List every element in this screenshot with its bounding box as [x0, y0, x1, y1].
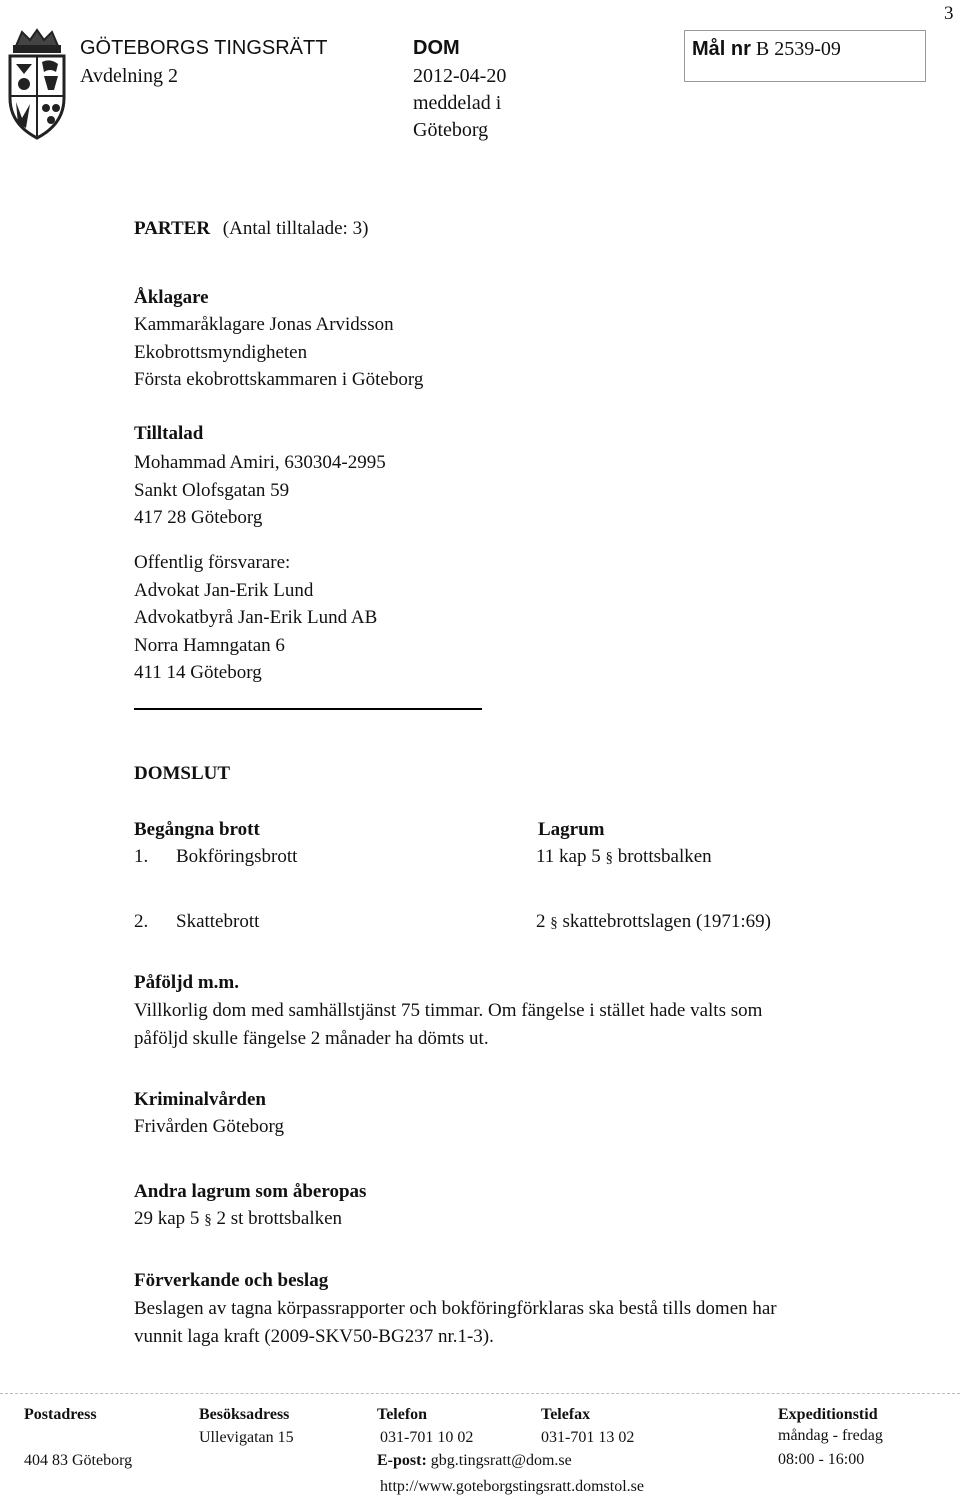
crime-number: 1. — [134, 846, 149, 867]
crime-number: 2. — [134, 911, 149, 932]
court-name: GÖTEBORGS TINGSRÄTT — [80, 37, 328, 59]
forverkande-line: vunnit laga kraft (2009-SKV50-BG237 nr.1-3). — [134, 1325, 494, 1347]
website-link[interactable]: http://www.goteborgstingsratt.domstol.se — [380, 1478, 644, 1495]
pafoljd-line: påföljd skulle fängelse 2 månader ha dömts ut. — [134, 1027, 489, 1049]
document-date: 2012-04-20 — [413, 65, 507, 87]
tilltalad-line: Mohammad Amiri, 630304-2995 — [134, 452, 386, 473]
court-emblem-icon — [2, 28, 72, 142]
col-brott-heading: Begångna brott — [134, 819, 260, 840]
kriminalvarden-text: Frivården Göteborg — [134, 1116, 285, 1137]
aklagare-heading: Åklagare — [134, 287, 209, 308]
postadress-label: Postadress — [24, 1406, 97, 1423]
andra-lagrum-heading: Andra lagrum som åberopas — [134, 1181, 367, 1202]
aklagare-line: Första ekobrottskammaren i Göteborg — [134, 369, 424, 390]
parter-heading-line — [134, 215, 368, 242]
crime-law: 11 kap 5 § brottsbalken — [536, 846, 712, 867]
expeditionstid-label: Expeditionstid — [778, 1406, 878, 1423]
crime-law: 2 § skattebrottslagen (1971:69) — [536, 911, 771, 932]
aklagare-block — [134, 311, 423, 394]
aklagare-line: Ekobrottsmyndigheten — [134, 341, 308, 363]
defendant-count: (Antal tilltalade: 3) — [222, 218, 369, 239]
footer-divider — [0, 1393, 960, 1394]
issued-city: Göteborg — [413, 119, 489, 141]
telefax: 031-701 13 02 — [541, 1429, 635, 1446]
besoksadress: Ullevigatan 15 — [199, 1429, 294, 1446]
crime-name: Skattebrott — [176, 911, 260, 932]
crime-name: Bokföringsbrott — [176, 846, 298, 867]
forverkande-line: Beslagen av tagna körpassrapporter och bokföringförklaras ska bestå tills domen har — [134, 1298, 777, 1319]
postadress: 404 83 Göteborg — [24, 1452, 133, 1469]
forsvarare-block — [134, 549, 377, 687]
aklagare-line: Kammaråklagare Jonas Arvidsson — [134, 314, 394, 335]
document-type: DOM — [413, 37, 460, 59]
forsvarare-line: Advokatbyrå Jan-Erik Lund AB — [134, 607, 378, 628]
pafoljd-line: Villkorlig dom med samhällstjänst 75 timmar. Om fängelse i stället hade valts som — [134, 1000, 763, 1021]
epost-link[interactable]: gbg.tingsratt@dom.se — [430, 1452, 572, 1469]
section-divider — [134, 708, 482, 710]
parter-heading: PARTER — [134, 218, 211, 239]
tilltalad-line: Sankt Olofsgatan 59 — [134, 479, 290, 501]
expeditionstid-days: måndag - fredag — [778, 1427, 883, 1444]
forsvarare-line: Offentlig försvarare: — [134, 552, 291, 573]
forverkande-text — [134, 1295, 777, 1350]
col-lagrum-heading: Lagrum — [538, 819, 605, 840]
section-sign: § — [204, 1212, 212, 1228]
telefon: 031-701 10 02 — [380, 1429, 474, 1446]
tilltalad-line: 417 28 Göteborg — [134, 507, 263, 528]
tilltalad-block — [134, 449, 386, 532]
andra-lagrum-text: 29 kap 5 § 2 st brottsbalken — [134, 1208, 343, 1229]
case-number: B 2539-09 — [755, 38, 841, 60]
issued-label: meddelad i — [413, 92, 502, 114]
forsvarare-line: 411 14 Göteborg — [134, 662, 262, 683]
pafoljd-text — [134, 997, 762, 1052]
tilltalad-heading: Tilltalad — [134, 423, 204, 444]
case-number-line — [692, 36, 841, 63]
forsvarare-line: Norra Hamngatan 6 — [134, 634, 285, 656]
forverkande-heading: Förverkande och beslag — [134, 1270, 329, 1291]
forsvarare-line: Advokat Jan-Erik Lund — [134, 579, 314, 601]
besoksadress-label: Besöksadress — [199, 1406, 290, 1423]
epost-label: E-post: — [377, 1452, 427, 1469]
pafoljd-heading: Påföljd m.m. — [134, 972, 240, 993]
telefon-label: Telefon — [377, 1406, 428, 1423]
page-number: 3 — [944, 3, 954, 24]
domslut-heading: DOMSLUT — [134, 763, 231, 784]
telefax-label: Telefax — [541, 1406, 591, 1423]
kriminalvarden-heading: Kriminalvården — [134, 1089, 266, 1110]
section-sign: § — [605, 850, 613, 866]
expeditionstid-hours: 08:00 - 16:00 — [778, 1451, 865, 1468]
epost-line — [377, 1451, 572, 1471]
section-sign: § — [550, 915, 558, 931]
division: Avdelning 2 — [80, 65, 178, 87]
case-number-label: Mål nr — [692, 38, 751, 60]
